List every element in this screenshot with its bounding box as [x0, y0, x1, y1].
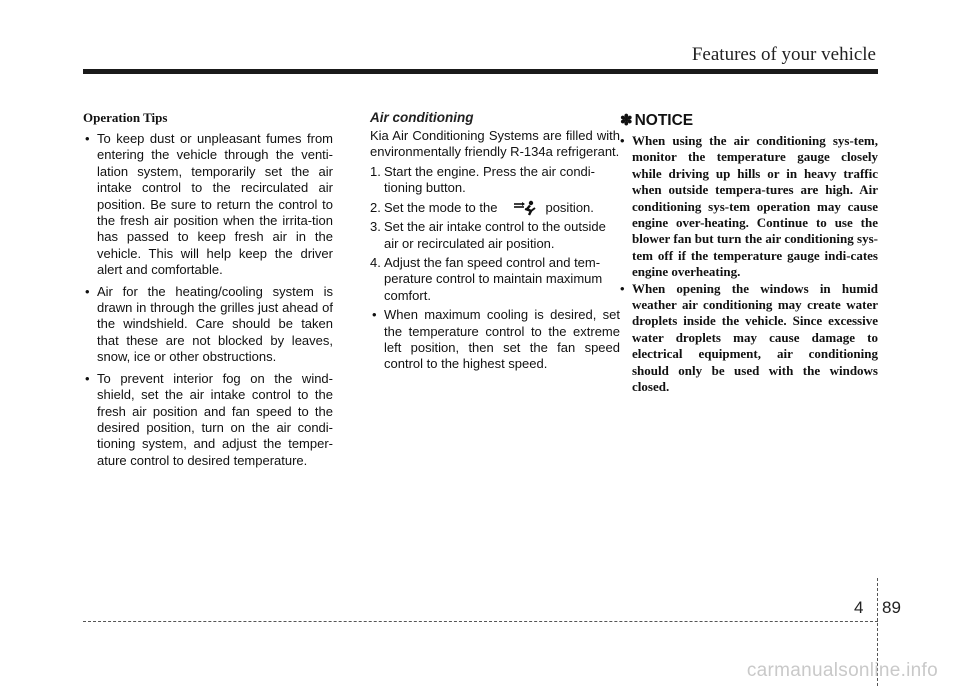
air-conditioning-column: [370, 110, 620, 378]
air-conditioning-heading: Air conditioning: [370, 110, 474, 125]
ac-step: [370, 200, 620, 217]
step-text: Set the mode to the: [384, 199, 498, 215]
notice-text: When opening the windows in humid weather air conditioning may create water droplets inside the vehicle. Since excessive water droplets may cause damage to electrical equipment, air conditioning should only be used with the windows closed.: [632, 280, 878, 395]
page-number: 89: [882, 598, 901, 617]
notice-column: [620, 110, 878, 396]
bullet-icon: •: [85, 370, 90, 386]
notice-item: [620, 281, 878, 396]
ac-step: [370, 164, 620, 197]
step-text: Set the air intake control to the outside air or recirculated air position.: [384, 219, 606, 251]
section-title: Features of your vehicle: [691, 44, 876, 65]
tip-item: [83, 371, 333, 469]
chapter-number: 4: [854, 598, 864, 617]
step-number: 3.: [370, 219, 381, 235]
notice-heading-text: NOTICE: [634, 112, 694, 129]
step-number: 1.: [370, 163, 381, 179]
notice-item: [620, 133, 878, 281]
tip-text: To keep dust or unpleasant fumes from entering the vehicle through the venti-lation system, temporarily set the air intake control to the recirculated air position. Be sure to return the control to the fresh air position when the irrita-tion has passed to keep fresh air in the vehicle. This will help keep the driver alert and comfortable.: [97, 131, 333, 278]
watermark: carmanualsonline.info: [746, 660, 938, 681]
step-text: Adjust the fan speed control and tem-perature control to maintain maximum comfort.: [384, 255, 603, 303]
notice-heading: [620, 111, 878, 130]
step-text: Start the engine. Press the air condi-tioning button.: [384, 163, 596, 196]
step-number: 4.: [370, 255, 381, 270]
operation-tips-heading: Operation Tips: [83, 110, 168, 125]
notice-text: When using the air conditioning sys-tem, monitor the temperature gauge closely while driving up hills or in heavy traffic when outside tempera-tures are high. Air conditioning sys-tem operation may cause engine over-heating. Continue to use the blower fan but turn the air conditioning sys-tem off if the temperature gauge indi-cates engine overheating.: [632, 133, 878, 280]
tip-item: [83, 131, 333, 279]
tip-text: Air for the heating/cooling system is drawn in through the grilles just ahead of the windshield. Care should be taken that these are not blocked by leaves, snow, ice or other obstructions.: [97, 283, 333, 365]
bullet-icon: •: [620, 280, 625, 296]
vent-face-mode-icon: [511, 200, 539, 216]
ac-step: [370, 255, 620, 304]
header-rule: [83, 69, 878, 74]
air-conditioning-intro: Kia Air Conditioning Systems are filled with environmentally friendly R-134a refrigerant.: [370, 128, 620, 160]
bullet-icon: •: [620, 133, 625, 148]
tip-text: To prevent interior fog on the wind-shield, set the air intake control to the fresh air position and fan speed to the desired position, turn on the air condi-tioning system, and adjust the temper-ature control to desired temperature.: [97, 370, 333, 468]
tip-item: [83, 284, 333, 366]
bullet-icon: •: [85, 283, 90, 299]
ac-step: [370, 219, 620, 252]
footer-rule: [83, 621, 878, 622]
step-text: position.: [545, 199, 594, 215]
bullet-icon: •: [85, 131, 90, 146]
bullet-icon: •: [372, 307, 377, 323]
step-number: 2.: [370, 199, 381, 215]
operation-tips-column: [83, 110, 333, 474]
ac-bullet-text: When maximum cooling is desired, set the temperature control to the extreme left position, then set the fan speed control to the highest speed.: [384, 307, 620, 372]
notice-star-icon: ✽: [620, 112, 633, 129]
ac-bullet-item: [370, 307, 620, 373]
